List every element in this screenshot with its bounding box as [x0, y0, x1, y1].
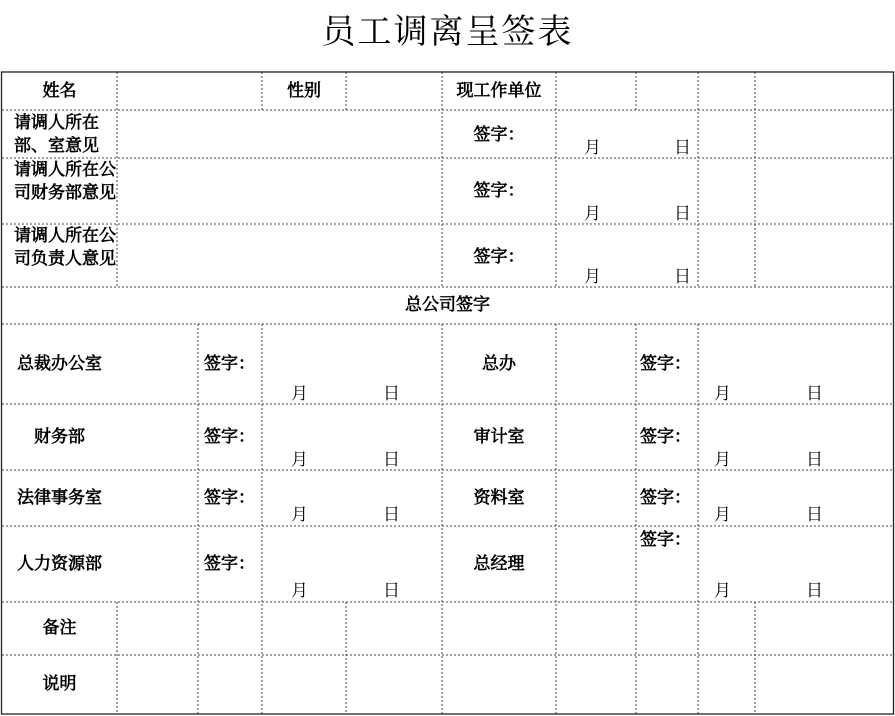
hr-dept-label: 人力资源部 — [17, 553, 102, 574]
general-office-day: 日 — [806, 384, 823, 404]
work-unit-label: 现工作单位 — [456, 80, 542, 101]
general-office-label: 总办 — [482, 353, 516, 374]
archives-office-sign-label: 签字： — [640, 487, 691, 508]
manager-month-label: 月 — [584, 267, 601, 287]
general-office-month: 月 — [714, 384, 731, 404]
finance-opinion-label: 请调人所在公司财务部意见 — [14, 160, 116, 203]
hr-dept-sign-label: 签字： — [204, 553, 255, 574]
finance-dept-label: 财务部 — [34, 426, 85, 447]
audit-office-day: 日 — [806, 450, 823, 470]
hr-dept-day: 日 — [383, 581, 400, 601]
president-office-day: 日 — [383, 384, 400, 404]
archives-office-day: 日 — [806, 505, 823, 525]
name-field[interactable] — [117, 72, 262, 110]
audit-office-label: 审计室 — [473, 426, 525, 447]
gender-field[interactable] — [346, 72, 442, 110]
manager-opinion-field[interactable] — [117, 224, 442, 287]
audit-office-month: 月 — [714, 450, 731, 470]
notes-field[interactable] — [117, 655, 893, 714]
general-office-sign-label: 签字： — [640, 353, 691, 374]
manager-sign-label: 签字： — [473, 247, 525, 267]
general-manager-day: 日 — [806, 581, 823, 601]
remarks-label: 备注 — [42, 618, 77, 638]
dept-opinion-label: 请调人所在部、室意见 — [14, 113, 99, 156]
hr-dept-month: 月 — [291, 581, 308, 601]
legal-office-sign-label: 签字： — [204, 487, 255, 508]
dept-sign-label: 签字： — [473, 125, 525, 145]
finance-day-label: 日 — [674, 204, 691, 224]
president-office-sign-label: 签字： — [204, 353, 255, 374]
audit-office-sign-label: 签字： — [640, 426, 691, 447]
legal-office-month: 月 — [291, 505, 308, 525]
dept-month-label: 月 — [584, 138, 601, 158]
president-office-label: 总裁办公室 — [17, 353, 102, 374]
general-manager-sign-label: 签字： — [640, 530, 691, 550]
finance-dept-month: 月 — [291, 450, 308, 470]
name-label: 姓名 — [42, 80, 77, 101]
finance-sign-label: 签字： — [473, 181, 525, 201]
archives-office-month: 月 — [714, 505, 731, 525]
finance-month-label: 月 — [584, 204, 601, 224]
manager-day-label: 日 — [674, 267, 691, 287]
finance-dept-day: 日 — [383, 450, 400, 470]
work-unit-field[interactable] — [556, 72, 893, 110]
legal-office-label: 法律事务室 — [17, 487, 102, 508]
legal-office-day: 日 — [383, 505, 400, 525]
president-office-month: 月 — [291, 384, 308, 404]
remarks-field[interactable] — [117, 602, 893, 655]
general-manager-label: 总经理 — [473, 553, 525, 574]
dept-opinion-field[interactable] — [117, 110, 442, 158]
finance-opinion-field[interactable] — [117, 158, 442, 224]
general-manager-month: 月 — [714, 581, 731, 601]
hq-signature-heading: 总公司签字 — [405, 295, 490, 315]
archives-office-label: 资料室 — [473, 487, 525, 508]
gender-label: 性别 — [287, 80, 321, 101]
page-title: 员工调离呈签表 — [321, 12, 574, 52]
finance-dept-sign-label: 签字： — [204, 426, 255, 447]
notes-label: 说明 — [42, 674, 77, 694]
dept-day-label: 日 — [674, 138, 691, 158]
manager-opinion-label: 请调人所在公司负责人意见 — [14, 226, 116, 269]
